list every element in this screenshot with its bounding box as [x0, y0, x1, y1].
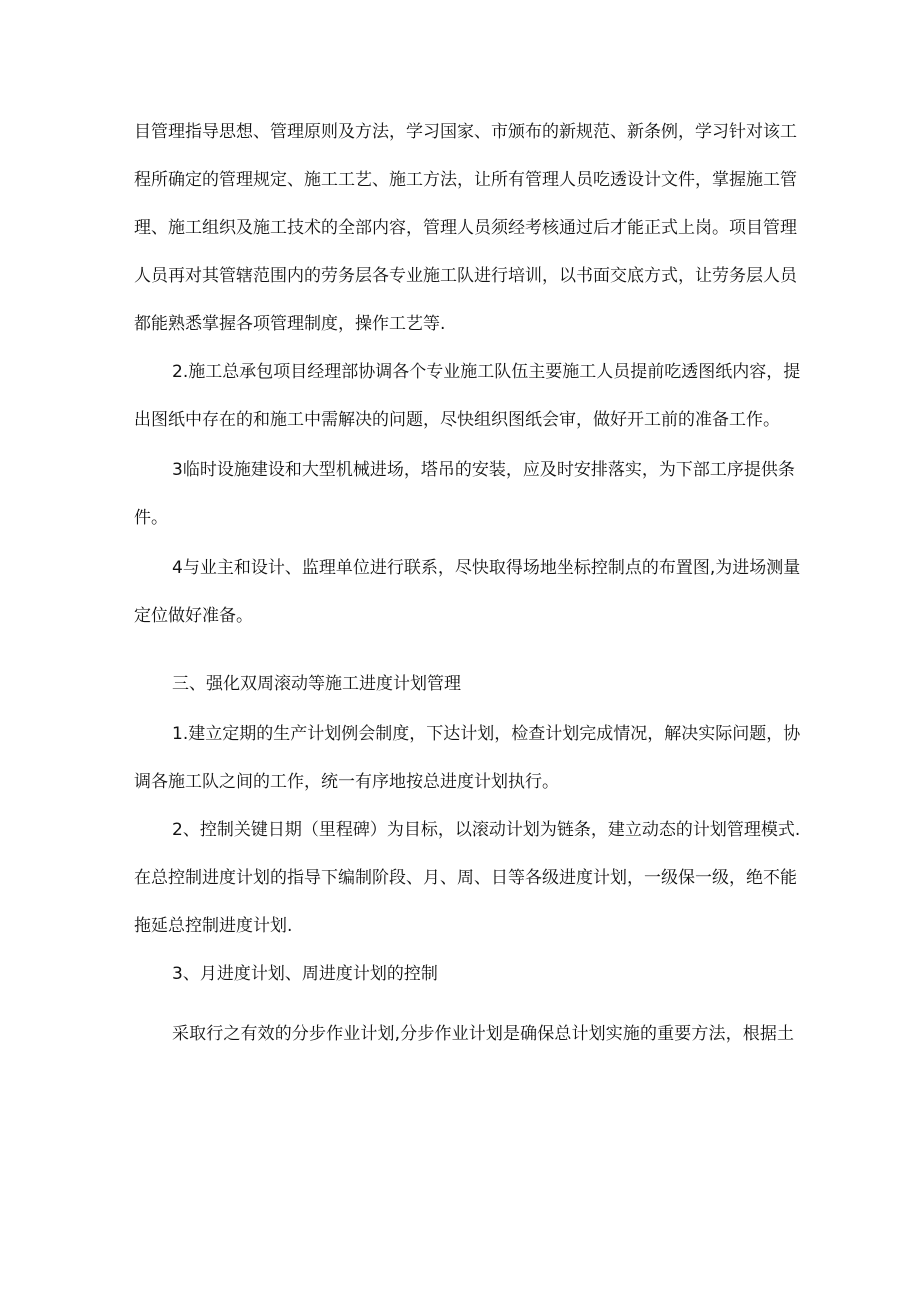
- text-line: 拖延总控制进度计划.: [134, 916, 293, 936]
- subheading-line: 3、月进度计划、周进度计划的控制: [172, 964, 438, 984]
- text-line: 2、控制关键日期（里程碑）为目标，以滚动计划为链条，建立动态的计划管理模式.: [172, 820, 801, 840]
- text-line: 1.建立定期的生产计划例会制度，下达计划，检查计划完成情况，解决实际问题，协: [172, 724, 801, 744]
- text-line: 目管理指导思想、管理原则及方法，学习国家、市颁布的新规范、新条例，学习针对该工: [134, 122, 797, 142]
- text-line: 采取行之有效的分步作业计划,分步作业计划是确保总计划实施的重要方法，根据土: [172, 1024, 794, 1044]
- text-line: 定位做好准备。: [134, 606, 253, 626]
- text-line: 在总控制进度计划的指导下编制阶段、月、周、日等各级进度计划，一级保一级，绝不能: [134, 868, 797, 888]
- text-line: 理、施工组织及施工技术的全部内容，管理人员须经考核通过后才能正式上岗。项目管理: [134, 218, 797, 238]
- text-line: 都能熟悉掌握各项管理制度，操作工艺等.: [134, 314, 446, 334]
- text-line: 件。: [134, 508, 168, 528]
- text-line: 3临时设施建设和大型机械进场，塔吊的安装，应及时安排落实，为下部工序提供条: [172, 460, 795, 480]
- text-line: 2.施工总承包项目经理部协调各个专业施工队伍主要施工人员提前吃透图纸内容，提: [172, 362, 801, 382]
- text-line: 4与业主和设计、监理单位进行联系，尽快取得场地坐标控制点的布置图,为进场测量: [172, 558, 801, 578]
- section-heading: 三、强化双周滚动等施工进度计划管理: [172, 674, 461, 694]
- text-line: 程所确定的管理规定、施工工艺、施工方法，让所有管理人员吃透设计文件，掌握施工管: [134, 170, 797, 190]
- text-line: 调各施工队之间的工作，统一有序地按总进度计划执行。: [134, 772, 559, 792]
- text-line: 人员再对其管辖范围内的劳务层各专业施工队进行培训，以书面交底方式，让劳务层人员: [134, 266, 797, 286]
- text-line: 出图纸中存在的和施工中需解决的问题，尽快组织图纸会审，做好开工前的准备工作。: [134, 410, 780, 430]
